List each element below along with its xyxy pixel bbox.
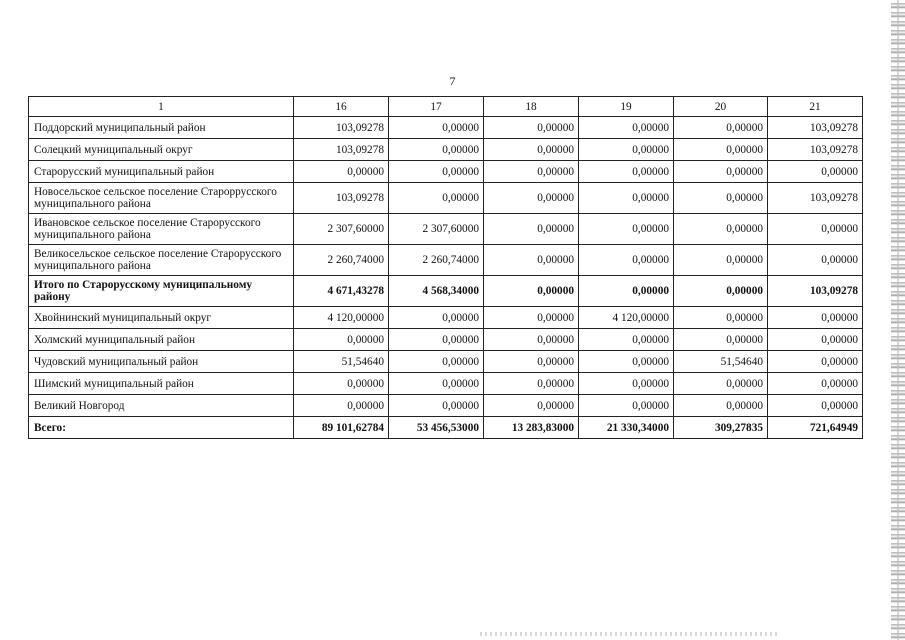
cell-value: 2 260,74000	[294, 245, 389, 276]
cell-value: 0,00000	[294, 373, 389, 395]
cell-value: 0,00000	[484, 351, 579, 373]
cell-value: 0,00000	[389, 307, 484, 329]
cell-value: 4 671,43278	[294, 276, 389, 307]
cell-value: 0,00000	[768, 214, 863, 245]
cell-value: 0,00000	[674, 373, 768, 395]
table-row	[29, 117, 863, 139]
cell-value: 0,00000	[674, 161, 768, 183]
cell-value: 0,00000	[579, 245, 674, 276]
total-row	[29, 417, 863, 439]
table-row	[29, 351, 863, 373]
cell-value: 0,00000	[484, 395, 579, 417]
cell-value: 0,00000	[484, 214, 579, 245]
cell-value: 0,00000	[294, 395, 389, 417]
row-name: Всего:	[29, 417, 294, 439]
column-header: 16	[294, 97, 389, 117]
cell-value: 0,00000	[389, 373, 484, 395]
scan-edge-line	[897, 0, 899, 640]
table-row	[29, 214, 863, 245]
cell-value: 0,00000	[484, 139, 579, 161]
cell-value: 0,00000	[579, 214, 674, 245]
row-name: Старорусский муниципальный район	[29, 161, 294, 183]
cell-value: 0,00000	[579, 329, 674, 351]
row-name: Ивановское сельское поселение Старорусского муниципального района	[29, 214, 294, 245]
table-row	[29, 373, 863, 395]
scan-bottom-artifact	[480, 632, 780, 636]
cell-value: 0,00000	[674, 183, 768, 214]
row-name: Итого по Старорусскому муниципальному району	[29, 276, 294, 307]
cell-value: 0,00000	[768, 395, 863, 417]
cell-value: 0,00000	[579, 395, 674, 417]
table-row	[29, 329, 863, 351]
row-name: Холмский муниципальный район	[29, 329, 294, 351]
cell-value: 0,00000	[579, 161, 674, 183]
cell-value: 0,00000	[389, 351, 484, 373]
cell-value: 0,00000	[674, 276, 768, 307]
cell-value: 2 260,74000	[389, 245, 484, 276]
cell-value: 0,00000	[768, 161, 863, 183]
column-header: 1	[29, 97, 294, 117]
cell-value: 0,00000	[484, 183, 579, 214]
row-name: Хвойнинский муниципальный округ	[29, 307, 294, 329]
cell-value: 0,00000	[674, 139, 768, 161]
cell-value: 0,00000	[294, 161, 389, 183]
cell-value: 0,00000	[674, 395, 768, 417]
cell-value: 0,00000	[768, 245, 863, 276]
row-name: Новосельское сельское поселение Староррусского муниципального района	[29, 183, 294, 214]
cell-value: 21 330,34000	[579, 417, 674, 439]
row-name: Великий Новгород	[29, 395, 294, 417]
cell-value: 0,00000	[768, 373, 863, 395]
cell-value: 0,00000	[579, 139, 674, 161]
cell-value: 0,00000	[389, 139, 484, 161]
cell-value: 0,00000	[484, 161, 579, 183]
cell-value: 0,00000	[389, 161, 484, 183]
cell-value: 0,00000	[674, 117, 768, 139]
column-header: 17	[389, 97, 484, 117]
cell-value: 103,09278	[294, 117, 389, 139]
table-row	[29, 245, 863, 276]
cell-value: 0,00000	[389, 329, 484, 351]
row-name: Солецкий муниципальный округ	[29, 139, 294, 161]
table-row	[29, 395, 863, 417]
cell-value: 309,27835	[674, 417, 768, 439]
cell-value: 2 307,60000	[294, 214, 389, 245]
table-row	[29, 183, 863, 214]
cell-value: 0,00000	[484, 276, 579, 307]
cell-value: 0,00000	[579, 183, 674, 214]
cell-value: 103,09278	[768, 276, 863, 307]
cell-value: 103,09278	[768, 183, 863, 214]
row-name: Великосельское сельское поселение Старорусского муниципального района	[29, 245, 294, 276]
cell-value: 103,09278	[768, 139, 863, 161]
row-name: Чудовский муниципальный район	[29, 351, 294, 373]
page-number: 7	[449, 74, 456, 88]
cell-value: 0,00000	[674, 329, 768, 351]
cell-value: 103,09278	[294, 139, 389, 161]
cell-value: 13 283,83000	[484, 417, 579, 439]
column-header: 20	[674, 97, 768, 117]
cell-value: 0,00000	[579, 373, 674, 395]
row-name: Шимский муниципальный район	[29, 373, 294, 395]
row-name: Поддорский муниципальный район	[29, 117, 294, 139]
cell-value: 51,54640	[294, 351, 389, 373]
cell-value: 0,00000	[579, 276, 674, 307]
cell-value: 0,00000	[768, 351, 863, 373]
table-row	[29, 307, 863, 329]
cell-value: 53 456,53000	[389, 417, 484, 439]
cell-value: 0,00000	[484, 329, 579, 351]
cell-value: 0,00000	[389, 117, 484, 139]
cell-value: 0,00000	[389, 395, 484, 417]
cell-value: 103,09278	[768, 117, 863, 139]
cell-value: 0,00000	[768, 329, 863, 351]
header-row	[29, 97, 863, 117]
cell-value: 0,00000	[674, 307, 768, 329]
cell-value: 0,00000	[484, 245, 579, 276]
table-row	[29, 161, 863, 183]
table-row	[29, 139, 863, 161]
subtotal-row	[29, 276, 863, 307]
cell-value: 0,00000	[579, 117, 674, 139]
cell-value: 103,09278	[294, 183, 389, 214]
cell-value: 0,00000	[484, 373, 579, 395]
allocation-table	[28, 96, 863, 439]
cell-value: 0,00000	[389, 183, 484, 214]
cell-value: 0,00000	[768, 307, 863, 329]
cell-value: 0,00000	[674, 245, 768, 276]
cell-value: 2 307,60000	[389, 214, 484, 245]
cell-value: 4 120,00000	[579, 307, 674, 329]
column-header: 19	[579, 97, 674, 117]
cell-value: 0,00000	[484, 117, 579, 139]
cell-value: 0,00000	[579, 351, 674, 373]
column-header: 21	[768, 97, 863, 117]
cell-value: 0,00000	[674, 214, 768, 245]
cell-value: 89 101,62784	[294, 417, 389, 439]
cell-value: 4 120,00000	[294, 307, 389, 329]
cell-value: 4 568,34000	[389, 276, 484, 307]
cell-value: 51,54640	[674, 351, 768, 373]
cell-value: 0,00000	[484, 307, 579, 329]
column-header: 18	[484, 97, 579, 117]
cell-value: 0,00000	[294, 329, 389, 351]
cell-value: 721,64949	[768, 417, 863, 439]
